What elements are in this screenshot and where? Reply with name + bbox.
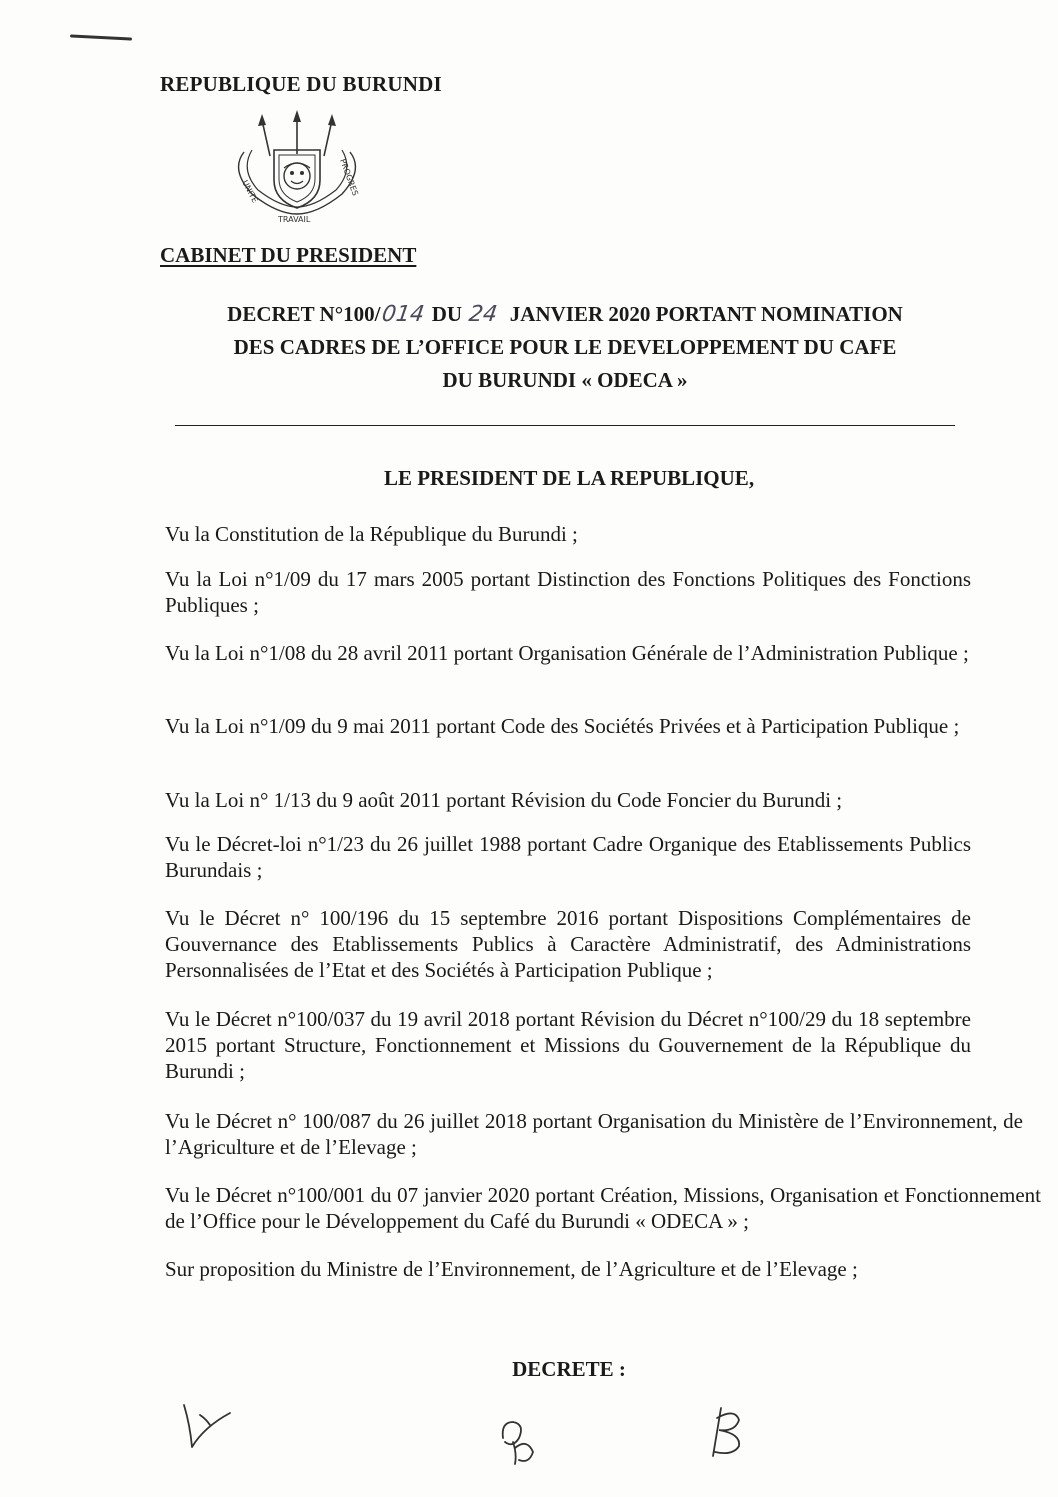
decree-title-line-1-rest: JANVIER 2020 PORTANT NOMINATION <box>509 302 903 326</box>
initials-mark-icon <box>695 1398 775 1468</box>
decree-title-line-2: DES CADRES DE L’OFFICE POUR LE DEVELOPPEMENT DU CAFE <box>233 335 897 359</box>
header-republic: REPUBLIQUE DU BURUNDI <box>160 72 442 96</box>
decree-title <box>120 298 1010 397</box>
consideration-7: Vu le Décret n° 100/196 du 15 septembre 2016 portant Dispositions Complémentaires de Gouvernance des Etablissements Publics à Caractère Administratif, des Administrations Personnalisées de l’Etat et des Sociétés à Participation Publique ; <box>165 906 971 982</box>
title-divider <box>175 425 955 426</box>
decree-number-prefix: DECRET N°100/ <box>227 302 381 326</box>
decree-du: DU <box>431 302 463 326</box>
consideration-4: Vu la Loi n°1/09 du 9 mai 2011 portant Code des Sociétés Privées et à Participation Publique ; <box>165 714 960 738</box>
svg-text:PROGRES: PROGRES <box>338 157 360 197</box>
coat-of-arms-icon <box>222 110 372 228</box>
svg-text:TRAVAIL: TRAVAIL <box>278 215 311 224</box>
consideration-6: Vu le Décret-loi n°1/23 du 26 juillet 1988 portant Cadre Organique des Etablissements Publics Burundais ; <box>165 832 971 882</box>
consideration-5: Vu la Loi n° 1/13 du 9 août 2011 portant Révision du Code Foncier du Burundi ; <box>165 788 843 812</box>
decree-number-handwritten: 014 <box>380 302 427 327</box>
svg-text:UNITE: UNITE <box>240 178 260 205</box>
decree-day-handwritten: 24 <box>467 302 500 327</box>
initials-mark-icon <box>170 1395 250 1465</box>
president-heading: LE PRESIDENT DE LA REPUBLIQUE, <box>383 466 755 490</box>
consideration-9: Vu le Décret n° 100/087 du 26 juillet 2018 portant Organisation du Ministère de l’Environnement, de l’Agriculture et de l’Elevage ; <box>165 1109 1023 1159</box>
scan-pen-mark <box>70 34 132 40</box>
consideration-1: Vu la Constitution de la République du Burundi ; <box>165 522 578 546</box>
consideration-2: Vu la Loi n°1/09 du 17 mars 2005 portant Distinction des Fonctions Politiques des Fonctions Publiques ; <box>165 567 971 617</box>
decrete-heading: DECRETE : <box>512 1357 626 1381</box>
consideration-11: Sur proposition du Ministre de l’Environnement, de l’Agriculture et de l’Elevage ; <box>165 1257 858 1281</box>
header-cabinet: CABINET DU PRESIDENT <box>160 243 417 267</box>
consideration-10: Vu le Décret n°100/001 du 07 janvier 2020 portant Création, Missions, Organisation et Fonctionnement de l’Office pour le Développement du Café du Burundi « ODECA » ; <box>165 1183 1041 1233</box>
consideration-8: Vu le Décret n°100/037 du 19 avril 2018 portant Révision du Décret n°100/29 du 18 septembre 2015 portant Structure, Fonctionnement et Missions du Gouvernement de la République du Burundi ; <box>165 1007 971 1083</box>
decree-title-line-3: DU BURUNDI « ODECA » <box>442 368 688 392</box>
decree-title-line-1 <box>120 298 1010 331</box>
initials-mark-icon <box>485 1408 565 1478</box>
consideration-3: Vu la Loi n°1/08 du 28 avril 2011 portant Organisation Générale de l’Administration Publique ; <box>165 641 969 665</box>
